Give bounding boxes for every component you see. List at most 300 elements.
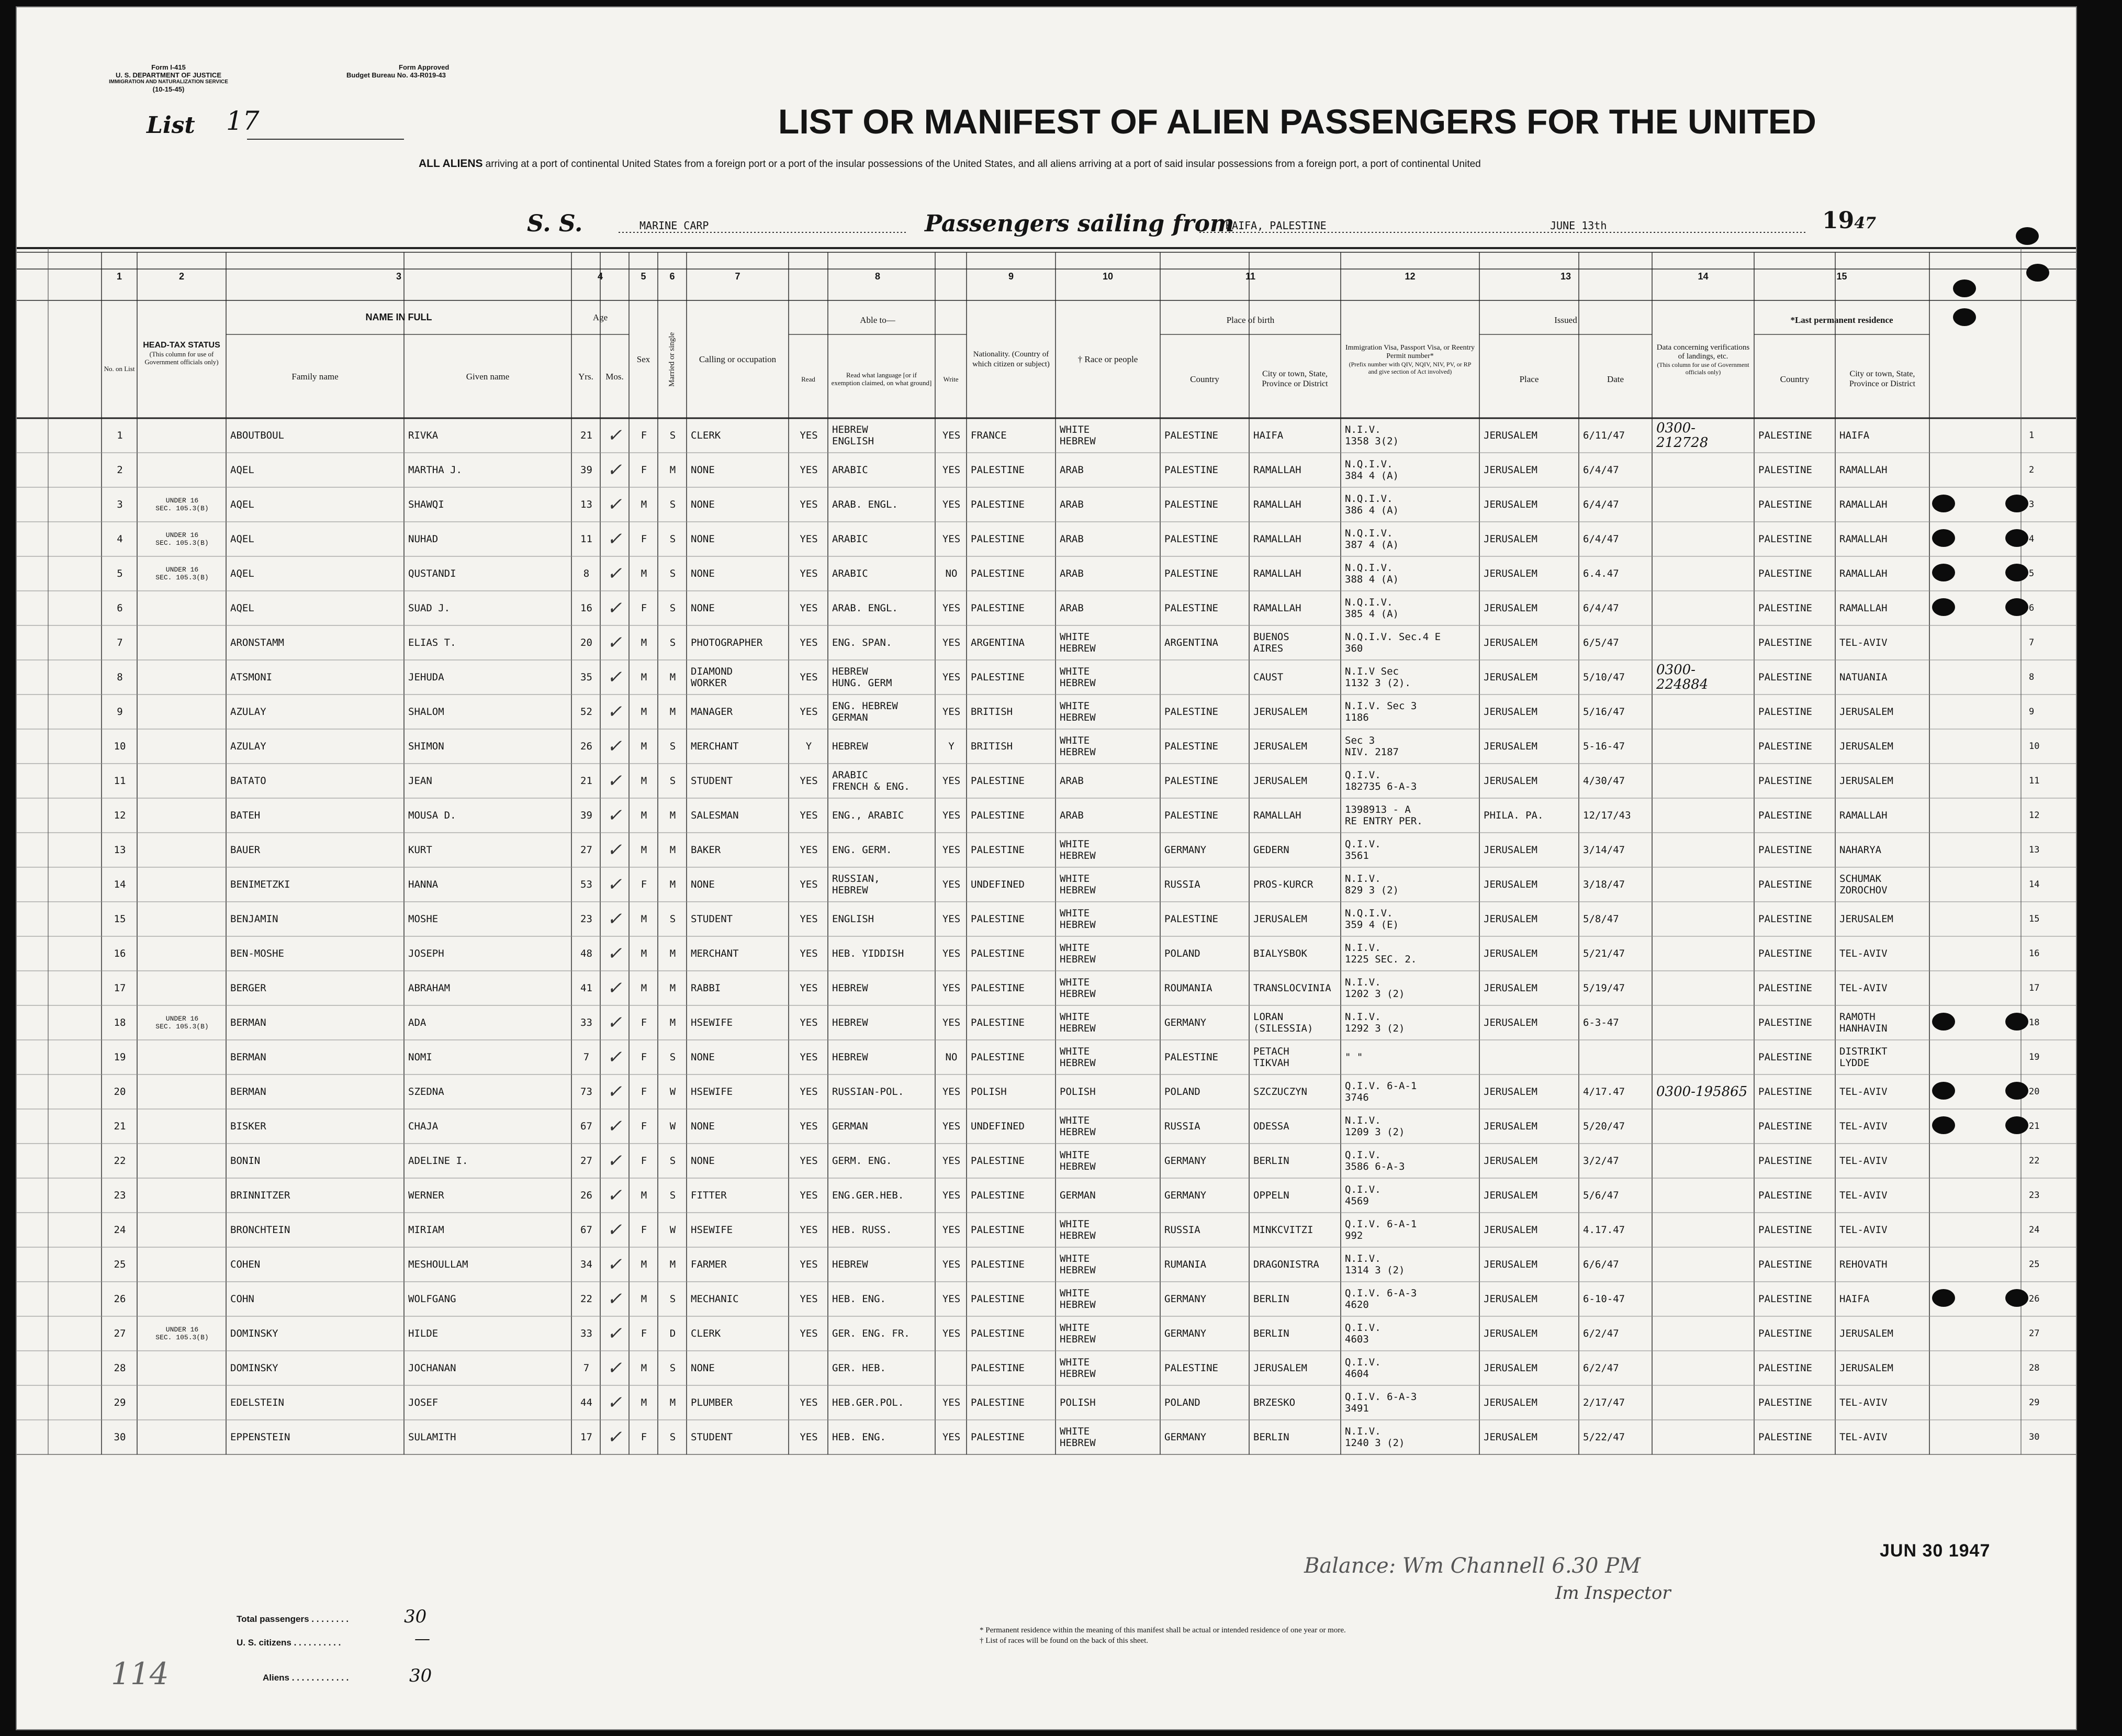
- row-number-right: 19: [2029, 1052, 2040, 1062]
- column-number: 5: [641, 271, 646, 282]
- cell-given: KURT: [408, 844, 432, 856]
- cell-occ: STUDENT: [691, 913, 733, 925]
- cell-sex: M: [641, 499, 647, 510]
- column-number: 6: [669, 271, 675, 282]
- hdr-sex: Sex: [636, 354, 650, 364]
- cell-given: QUSTANDI: [408, 568, 456, 579]
- cell-no: 11: [114, 775, 126, 787]
- cell-write: [939, 1351, 963, 1385]
- cell-write: Y: [948, 741, 955, 752]
- cell-given: WOLFGANG: [408, 1293, 456, 1305]
- cell-ms: W: [669, 1224, 676, 1236]
- table-row: [17, 798, 2076, 833]
- cell-occ: HSEWIFE: [691, 1224, 733, 1236]
- cell-tax: [141, 833, 223, 867]
- check-mark: ✓: [607, 1323, 622, 1344]
- cell-age: 22: [580, 1293, 592, 1305]
- ink-mark: [1932, 1116, 1955, 1134]
- row-number-right: 2: [2029, 465, 2035, 475]
- cell-race: WHITE HEBREW: [1060, 1322, 1096, 1345]
- cell-given: ADA: [408, 1017, 426, 1028]
- cell-age: 23: [580, 913, 592, 925]
- cell-occ: NONE: [691, 602, 715, 614]
- table-row: [17, 1247, 2076, 1282]
- handwritten-inspector: Im Inspector: [1555, 1583, 1671, 1604]
- cell-ms: S: [669, 568, 676, 579]
- cell-verif: [1656, 1213, 1751, 1247]
- cell-idate: 6/2/47: [1583, 1362, 1619, 1374]
- cell-bcity: BERLIN: [1253, 1155, 1289, 1167]
- cell-idate: 5/8/47: [1583, 913, 1619, 925]
- check-mark: ✓: [607, 1358, 622, 1379]
- hdr-head-tax-title: HEAD-TAX STATUS: [143, 340, 220, 350]
- cell-race: WHITE HEBREW: [1060, 1011, 1096, 1034]
- cell-tax: [141, 798, 223, 833]
- cell-rcity: JERUSALEM: [1839, 741, 1893, 752]
- cell-family: ABOUTBOUL: [230, 430, 284, 441]
- cell-sex: F: [641, 533, 647, 545]
- cell-verif: [1656, 1282, 1751, 1316]
- cell-no: 1: [117, 430, 123, 441]
- cell-given: ADELINE I.: [408, 1155, 468, 1167]
- cell-ms: S: [669, 602, 676, 614]
- cell-lang: ARAB. ENGL.: [832, 602, 898, 614]
- cell-age: 35: [580, 671, 592, 683]
- cell-rcountry: PALESTINE: [1758, 671, 1812, 683]
- cell-family: ARONSTAMM: [230, 637, 284, 648]
- cell-family: AQEL: [230, 602, 254, 614]
- table-row: [17, 729, 2076, 764]
- cell-bcity: PETACH TIKVAH: [1253, 1046, 1289, 1069]
- cell-rcountry: PALESTINE: [1758, 533, 1812, 545]
- cell-rcity: TEL-AVIV: [1839, 637, 1888, 648]
- cell-iplace: JERUSALEM: [1484, 1224, 1537, 1236]
- cell-visa: " ": [1345, 1051, 1363, 1063]
- cell-verif: [1656, 936, 1751, 971]
- list-number: 17: [226, 106, 260, 136]
- check-mark: ✓: [607, 839, 622, 860]
- cell-visa: N.I.V. 1292 3 (2): [1345, 1011, 1405, 1034]
- cell-tax: UNDER 16 SEC. 105.3(B): [155, 1326, 209, 1341]
- cell-visa: N.I.V. 1314 3 (2): [1345, 1253, 1405, 1276]
- cell-lang: GERMAN: [832, 1121, 868, 1132]
- cell-write: YES: [942, 533, 961, 545]
- cell-rcity: HAIFA: [1839, 1293, 1870, 1305]
- cell-bcountry: POLAND: [1164, 948, 1200, 959]
- cell-tax: [141, 1247, 223, 1282]
- cell-verif: [1656, 453, 1751, 487]
- cell-rcountry: PALESTINE: [1758, 706, 1812, 718]
- cell-sex: M: [641, 741, 647, 752]
- ink-mark: [1932, 564, 1955, 581]
- cell-lang: ENG., ARABIC: [832, 810, 904, 821]
- cell-occ: MECHANIC: [691, 1293, 739, 1305]
- cell-rcountry: PALESTINE: [1758, 1051, 1812, 1063]
- cell-write: YES: [942, 1190, 961, 1201]
- cell-write: YES: [942, 810, 961, 821]
- cell-given: ABRAHAM: [408, 982, 451, 994]
- cell-age: 48: [580, 948, 592, 959]
- hdr-head-tax: [137, 303, 226, 402]
- row-number-right: 15: [2029, 914, 2040, 924]
- cell-given: MOSHE: [408, 913, 439, 925]
- cell-bcity: JERUSALEM: [1253, 775, 1307, 787]
- cell-idate: 3/14/47: [1583, 844, 1625, 856]
- cell-occ: DIAMOND WORKER: [691, 666, 733, 689]
- cell-ms: D: [669, 1328, 676, 1339]
- column-number: 3: [396, 271, 401, 282]
- hdr-name-in-full: NAME IN FULL: [365, 312, 432, 322]
- cell-rcountry: PALESTINE: [1758, 879, 1812, 890]
- hdr-visa-note: (Prefix number with QIV, NQIV, NIV, PV, or RP and give section of Act involved): [1349, 360, 1472, 375]
- cell-verif: [1656, 833, 1751, 867]
- cell-read: YES: [800, 879, 818, 890]
- cell-iplace: JERUSALEM: [1484, 568, 1537, 579]
- cell-lang: ENG. GERM.: [832, 844, 892, 856]
- cell-ms: S: [669, 533, 676, 545]
- cell-nat: PALESTINE: [971, 1017, 1025, 1028]
- cell-age: 8: [583, 568, 590, 579]
- check-mark: ✓: [607, 1047, 622, 1068]
- row-number-right: 4: [2029, 534, 2035, 544]
- cell-visa: N.Q.I.V. 384 4 (A): [1345, 458, 1399, 481]
- cell-read: YES: [800, 913, 818, 925]
- check-mark: ✓: [607, 1081, 622, 1102]
- cell-read: YES: [800, 1190, 818, 1201]
- cell-ms: S: [669, 1431, 676, 1443]
- cell-rcountry: PALESTINE: [1758, 982, 1812, 994]
- cell-sex: F: [641, 1121, 647, 1132]
- cell-idate: 6/4/47: [1583, 499, 1619, 510]
- cell-bcountry: ARGENTINA: [1164, 637, 1218, 648]
- row-number-right: 8: [2029, 672, 2035, 682]
- cell-rcity: NATUANIA: [1839, 671, 1888, 683]
- cell-verif: [1656, 1351, 1751, 1385]
- cell-idate: 6/11/47: [1583, 430, 1625, 441]
- cell-sex: M: [641, 1397, 647, 1408]
- cell-given: SHIMON: [408, 741, 444, 752]
- cell-bcountry: RUSSIA: [1164, 1224, 1200, 1236]
- table-row: [17, 522, 2076, 556]
- cell-family: BATATO: [230, 775, 266, 787]
- cell-iplace: JERUSALEM: [1484, 602, 1537, 614]
- row-number-right: 24: [2029, 1225, 2040, 1235]
- cell-verif: [1656, 556, 1751, 591]
- cell-ms: S: [669, 1362, 676, 1374]
- cell-write: YES: [942, 430, 961, 441]
- table-row: [17, 936, 2076, 971]
- cell-write: NO: [945, 1051, 958, 1063]
- cell-nat: PALESTINE: [971, 810, 1025, 821]
- cell-age: 73: [580, 1086, 592, 1097]
- cell-rcountry: PALESTINE: [1758, 948, 1812, 959]
- cell-ms: M: [669, 671, 676, 683]
- cell-bcountry: [1164, 660, 1246, 695]
- header-rules: [17, 7, 2076, 269]
- cell-read: YES: [800, 568, 818, 579]
- ink-mark: [1932, 495, 1955, 512]
- cell-tax: [141, 1213, 223, 1247]
- cell-write: YES: [942, 948, 961, 959]
- cell-bcountry: GERMANY: [1164, 1328, 1207, 1339]
- port-name: HAIFA, PALESTINE: [1226, 219, 1327, 232]
- cell-occ: NONE: [691, 568, 715, 579]
- cell-visa: Q.I.V. 3586 6-A-3: [1345, 1149, 1405, 1172]
- cell-nat: PALESTINE: [971, 1397, 1025, 1408]
- cell-age: 26: [580, 1190, 592, 1201]
- cell-race: POLISH: [1060, 1397, 1096, 1408]
- cell-verif: 0300-195865: [1656, 1084, 1748, 1100]
- cell-rcity: TEL-AVIV: [1839, 1397, 1888, 1408]
- cell-write: YES: [942, 706, 961, 718]
- cell-lang: ARABIC: [832, 464, 868, 476]
- hdr-verif-title: Data concerning verifications of landings, etc.: [1656, 343, 1750, 361]
- cell-given: MOUSA D.: [408, 810, 456, 821]
- cell-given: NOMI: [408, 1051, 432, 1063]
- cell-visa: Q.I.V. 4569: [1345, 1184, 1381, 1207]
- cell-tax: [141, 764, 223, 798]
- cell-read: YES: [800, 1086, 818, 1097]
- cell-no: 29: [114, 1397, 126, 1408]
- cell-ms: M: [669, 464, 676, 476]
- table-row: [17, 1420, 2076, 1454]
- check-mark: ✓: [607, 770, 622, 791]
- table-row: [17, 1385, 2076, 1420]
- cell-sex: F: [641, 602, 647, 614]
- row-number-right: 28: [2029, 1363, 2040, 1373]
- hdr-res-city: City or town, State, Province or District: [1849, 369, 1916, 388]
- cell-bcity: DRAGONISTRA: [1253, 1259, 1319, 1270]
- cell-ms: S: [669, 1155, 676, 1167]
- cell-idate: 12/17/43: [1583, 810, 1631, 821]
- cell-rcountry: PALESTINE: [1758, 430, 1812, 441]
- cell-nat: UNDEFINED: [971, 879, 1025, 890]
- hdr-mos: Mos.: [605, 371, 624, 382]
- row-number-right: 30: [2029, 1432, 2040, 1442]
- cell-rcountry: PALESTINE: [1758, 1259, 1812, 1270]
- ink-mark: [1932, 1082, 1955, 1100]
- cell-sex: M: [641, 1259, 647, 1270]
- cell-age: 11: [580, 533, 592, 545]
- row-number-right: 10: [2029, 741, 2040, 752]
- cell-no: 25: [114, 1259, 126, 1270]
- cell-family: BERMAN: [230, 1086, 266, 1097]
- cell-sex: F: [641, 464, 647, 476]
- cell-age: 34: [580, 1259, 592, 1270]
- cell-write: YES: [942, 982, 961, 994]
- cell-idate: 3/2/47: [1583, 1155, 1619, 1167]
- check-mark: ✓: [607, 1427, 622, 1448]
- ink-mark: [2005, 1116, 2028, 1134]
- row-number-right: 9: [2029, 707, 2035, 717]
- cell-sex: F: [641, 1328, 647, 1339]
- cell-race: WHITE HEBREW: [1060, 666, 1096, 689]
- ink-mark: [1932, 1013, 1955, 1031]
- ink-mark: [1953, 279, 1976, 297]
- cell-lang: HEB. ENG.: [832, 1293, 886, 1305]
- cell-rcountry: PALESTINE: [1758, 1293, 1812, 1305]
- cell-bcountry: RUSSIA: [1164, 879, 1200, 890]
- cell-rcity: NAHARYA: [1839, 844, 1882, 856]
- cell-lang: ARAB. ENGL.: [832, 499, 898, 510]
- cell-rcountry: PALESTINE: [1758, 844, 1812, 856]
- cell-rcountry: PALESTINE: [1758, 1224, 1812, 1236]
- cell-tax: [141, 625, 223, 660]
- row-number-right: 3: [2029, 499, 2035, 510]
- cell-race: ARAB: [1060, 568, 1084, 579]
- check-mark: ✓: [607, 943, 622, 964]
- cell-iplace: JERUSALEM: [1484, 1293, 1537, 1305]
- year-prefix: 1947: [1822, 207, 1876, 234]
- cell-nat: PALESTINE: [971, 464, 1025, 476]
- cell-family: DOMINSKY: [230, 1362, 278, 1374]
- cell-write: YES: [942, 913, 961, 925]
- hdr-visa-title: Immigration Visa, Passport Visa, or Reentry Permit number*: [1345, 343, 1475, 360]
- cell-rcountry: PALESTINE: [1758, 775, 1812, 787]
- cell-no: 6: [117, 602, 123, 614]
- cell-sex: F: [641, 1431, 647, 1443]
- cell-race: ARAB: [1060, 602, 1084, 614]
- hdr-able-to: Able to—: [860, 315, 895, 325]
- cell-nat: PALESTINE: [971, 533, 1025, 545]
- cell-lang: HEB.GER.POL.: [832, 1397, 904, 1408]
- cell-sex: F: [641, 430, 647, 441]
- cell-visa: Q.I.V. 3561: [1345, 838, 1381, 861]
- check-mark: ✓: [607, 563, 622, 584]
- check-mark: ✓: [607, 667, 622, 688]
- cell-write: YES: [942, 464, 961, 476]
- date-stamp: JUN 30 1947: [1880, 1541, 1991, 1561]
- ink-mark: [2005, 1289, 2028, 1307]
- cell-tax: [141, 591, 223, 625]
- cell-no: 17: [114, 982, 126, 994]
- cell-lang: HEB. YIDDISH: [832, 948, 904, 959]
- cell-rcountry: PALESTINE: [1758, 1328, 1812, 1339]
- hdr-birth-country: Country: [1190, 374, 1219, 384]
- row-number-right: 6: [2029, 603, 2035, 613]
- cell-verif: [1656, 522, 1751, 556]
- cell-iplace: PHILA. PA.: [1484, 810, 1544, 821]
- row-number-right: 25: [2029, 1259, 2040, 1270]
- table-row: [17, 625, 2076, 660]
- cell-sex: F: [641, 1224, 647, 1236]
- cell-age: 27: [580, 844, 592, 856]
- cell-family: ATSMONI: [230, 671, 273, 683]
- cell-tax: [141, 971, 223, 1005]
- cell-idate: 3/18/47: [1583, 879, 1625, 890]
- column-number: 7: [735, 271, 740, 282]
- table-row: [17, 1282, 2076, 1316]
- cell-iplace: JERUSALEM: [1484, 671, 1537, 683]
- cell-nat: PALESTINE: [971, 1224, 1025, 1236]
- cell-nat: PALESTINE: [971, 913, 1025, 925]
- cell-iplace: JERUSALEM: [1484, 1397, 1537, 1408]
- column-number: 12: [1405, 271, 1416, 282]
- cell-ms: M: [669, 982, 676, 994]
- cell-lang: HEBREW: [832, 1259, 868, 1270]
- cell-bcity: BERLIN: [1253, 1431, 1289, 1443]
- cell-ms: S: [669, 430, 676, 441]
- cell-occ: BAKER: [691, 844, 721, 856]
- cell-no: 13: [114, 844, 126, 856]
- cell-given: JOCHANAN: [408, 1362, 456, 1374]
- cell-visa: N.I.V. Sec 3 1186: [1345, 700, 1417, 723]
- cell-age: 33: [580, 1017, 592, 1028]
- cell-bcity: GEDERN: [1253, 844, 1289, 856]
- cell-tax: [141, 1040, 223, 1074]
- cell-read: YES: [800, 844, 818, 856]
- cell-lang: RUSSIAN, HEBREW: [832, 873, 880, 896]
- cell-occ: NONE: [691, 879, 715, 890]
- cell-nat: PALESTINE: [971, 602, 1025, 614]
- cell-ms: M: [669, 948, 676, 959]
- hdr-visa: [1341, 300, 1479, 418]
- footnote-residence: * Permanent residence within the meaning of this manifest shall be actual or intended residence of one year or more.: [980, 1626, 1346, 1634]
- cell-race: WHITE HEBREW: [1060, 977, 1096, 1000]
- check-mark: ✓: [607, 978, 622, 999]
- ink-mark: [2005, 1013, 2028, 1031]
- hdr-issued: Issued: [1554, 315, 1577, 325]
- check-mark: ✓: [607, 805, 622, 826]
- cell-race: WHITE HEBREW: [1060, 1253, 1096, 1276]
- us-citizens-value: —: [414, 1630, 430, 1648]
- table-row: [17, 1109, 2076, 1144]
- cell-ms: S: [669, 741, 676, 752]
- cell-visa: Q.I.V. 6-A-1 992: [1345, 1218, 1417, 1241]
- cell-bcity: PROS-KURCR: [1253, 879, 1313, 890]
- cell-rcity: JERUSALEM: [1839, 775, 1893, 787]
- cell-tax: UNDER 16 SEC. 105.3(B): [155, 497, 209, 512]
- cell-family: BERMAN: [230, 1051, 266, 1063]
- cell-given: SZEDNA: [408, 1086, 444, 1097]
- cell-no: 28: [114, 1362, 126, 1374]
- cell-write: YES: [942, 1259, 961, 1270]
- cell-age: 41: [580, 982, 592, 994]
- cell-rcity: RAMALLAH: [1839, 533, 1888, 545]
- check-mark: ✓: [607, 529, 622, 550]
- cell-ms: W: [669, 1121, 676, 1132]
- cell-rcity: TEL-AVIV: [1839, 948, 1888, 959]
- cell-occ: NONE: [691, 1121, 715, 1132]
- cell-given: SHALOM: [408, 706, 444, 718]
- cell-verif: [1656, 798, 1751, 833]
- cell-age: 67: [580, 1224, 592, 1236]
- handwritten-number: 114: [111, 1656, 169, 1692]
- ink-mark: [2005, 598, 2028, 616]
- cell-lang: HEBREW HUNG. GERM: [832, 666, 892, 689]
- cell-tax: [141, 1282, 223, 1316]
- cell-verif: [1656, 591, 1751, 625]
- cell-nat: POLISH: [971, 1086, 1007, 1097]
- cell-verif: [1656, 1316, 1751, 1351]
- cell-nat: BRITISH: [971, 741, 1013, 752]
- cell-family: BEN-MOSHE: [230, 948, 284, 959]
- cell-family: BENIMETZKI: [230, 879, 290, 890]
- cell-race: WHITE HEBREW: [1060, 700, 1096, 723]
- row-number-right: 16: [2029, 948, 2040, 959]
- cell-verif: 0300- 224884: [1656, 662, 1709, 692]
- cell-tax: [141, 1109, 223, 1144]
- cell-sex: M: [641, 1362, 647, 1374]
- cell-occ: NONE: [691, 1051, 715, 1063]
- cell-nat: PALESTINE: [971, 844, 1025, 856]
- cell-iplace: JERUSALEM: [1484, 948, 1537, 959]
- form-date: (10-15-45): [152, 85, 185, 93]
- table-row: [17, 556, 2076, 591]
- ink-mark: [1953, 308, 1976, 326]
- row-number-right: 17: [2029, 983, 2040, 993]
- cell-family: BENJAMIN: [230, 913, 278, 925]
